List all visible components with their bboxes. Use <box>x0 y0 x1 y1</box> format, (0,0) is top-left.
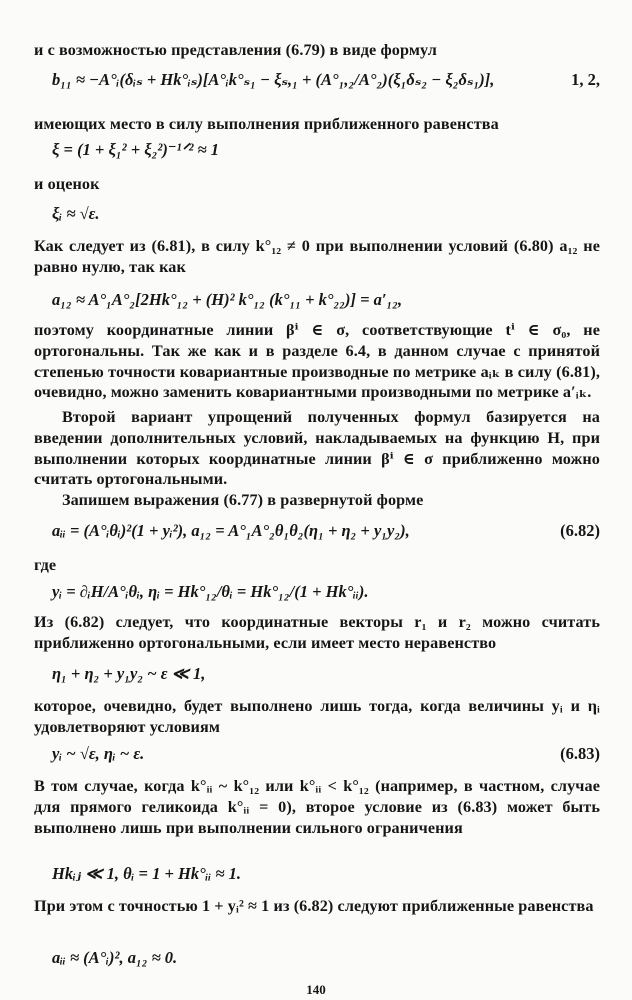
page-number: 140 <box>306 982 326 997</box>
paragraph-approx-equality: имеющих место в силу выполнения приближенного равенства <box>34 115 499 133</box>
formula-inequality: η₁ + η₂ + y₁y₂ ~ ε ≪ 1, <box>52 664 206 683</box>
formula-final: aᵢᵢ ≈ (A°ᵢ)², a₁₂ ≈ 0. <box>52 948 178 967</box>
paragraph-coordinate-lines: поэтому координатные линии βⁱ ∈ σ, соответствующие tⁱ ∈ σ₀, не ортогональны. Так же как и в разделе 6.4, в данном случае с принятой степенью точности ковариантные производные по метрике aᵢₖ в силу (6.81), очевидно, можно заменить ковариантными производными по метрике a′ᵢₖ. <box>34 321 600 402</box>
formula-y-eta: yᵢ = ∂ᵢH/A°ᵢθᵢ, ηᵢ = Hk°₁₂/θᵢ = Hk°₁₂/(1 + Hk°ᵢᵢ). <box>52 582 369 601</box>
paragraph-intro: и с возможностью представления (6.79) в виде формул <box>34 41 437 59</box>
paragraph-expanded-form: Запишем выражения (6.77) в развернутой форме <box>62 491 424 509</box>
equation-number-6-82: (6.82) <box>560 521 600 540</box>
paragraph-precision: При этом с точностью 1 + yᵢ² ≈ 1 из (6.82) следуют приближенные равенства <box>34 897 594 915</box>
paragraph-as-follows: Как следует из (6.81), в силу k°₁₂ ≠ 0 при выполнении условий (6.80) a₁₂ не равно нулю, так как <box>34 237 600 276</box>
paragraph-second-variant: Второй вариант упрощений полученных формул базируется на введении дополнительных условий, накладываемых на функцию H, при выполнении которых координатные линии βⁱ ∈ σ приближенно можно считать ортогональными. <box>34 408 600 489</box>
formula-a12: a₁₂ ≈ A°₁A°₂[2Hk°₁₂ + (H)² k°₁₂ (k°₁₁ + k°₂₂)] = a′₁₂, <box>52 290 403 309</box>
formula-6-83-text: yᵢ ~ √ε, ηᵢ ~ ε. <box>52 744 145 763</box>
paragraph-estimates: и оценок <box>34 175 100 193</box>
paragraph-helicoid: В том случае, когда k°ᵢᵢ ~ k°₁₂ или k°ᵢᵢ < k°₁₂ (например, в частном, случае для прямого геликоида k°ᵢᵢ = 0), второе условие из (6.83) может быть выполнено лишь при выполнении сильного ограничения <box>34 777 600 837</box>
formula-b-i1 <box>52 70 600 91</box>
formula-b-i1-text: b₁₁ ≈ −A°ᵢ(δᵢₛ + Hk°ᵢₛ)[A°ᵢk°ₛ₁ − ξₛ,₁ + (A°₁,₂/A°₂)(ξ₁δₛ₂ − ξ₂δₛ₁)], <box>52 70 495 89</box>
paragraph-conditions: которое, очевидно, будет выполнено лишь тогда, когда величины yᵢ и ηᵢ удовлетворяют условиям <box>34 697 600 736</box>
formula-6-82 <box>52 521 600 542</box>
paragraph-orthogonal: Из (6.82) следует, что координатные векторы r₁ и r₂ можно считать приближенно ортогональными, если имеет место неравенство <box>34 613 600 652</box>
formula-strong-restriction: Hkᵢⱼ ≪ 1, θᵢ = 1 + Hk°ᵢᵢ ≈ 1. <box>52 864 241 883</box>
formula-6-83 <box>52 744 600 765</box>
paragraph-where: где <box>34 556 57 574</box>
index-range: 1, 2, <box>571 70 600 89</box>
equation-number-6-83: (6.83) <box>560 744 600 763</box>
formula-xi: ξ = (1 + ξ₁² + ξ₂²)⁻¹ᐟ² ≈ 1 <box>52 140 219 159</box>
formula-6-82-text: aᵢᵢ = (A°ᵢθᵢ)²(1 + yᵢ²), a₁₂ = A°₁A°₂θ₁θ₂(η₁ + η₂ + y₁y₂), <box>52 521 410 540</box>
formula-xi-i: ξᵢ ≈ √ε. <box>52 204 100 223</box>
